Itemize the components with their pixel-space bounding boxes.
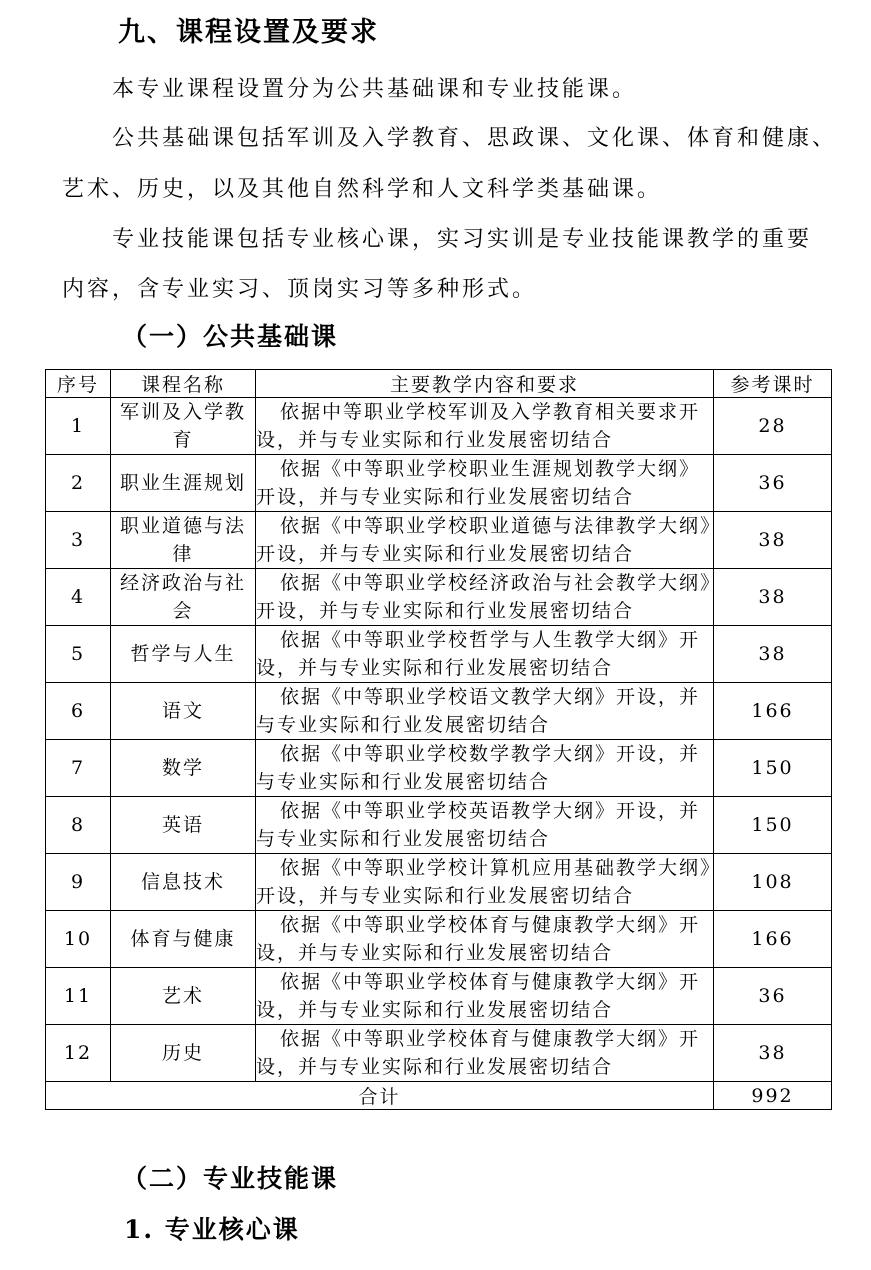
table-row <box>46 797 832 854</box>
cell-course-name: 艺术 <box>111 968 256 1025</box>
subsection-core-courses: 1. 专业核心课 <box>124 1215 300 1244</box>
section-public-basic: （一）公共基础课 <box>122 322 339 351</box>
table-row <box>46 1025 832 1082</box>
cell-content: 依据《中等职业学校经济政治与社会教学大纲》开设，并与专业实际和行业发展密切结合 <box>256 569 714 626</box>
table-row <box>46 911 832 968</box>
cell-hours: 38 <box>714 1025 832 1082</box>
cell-number: 6 <box>46 683 111 740</box>
table-row <box>46 512 832 569</box>
cell-number: 9 <box>46 854 111 911</box>
total-label: 合计 <box>46 1082 714 1110</box>
paragraph-skills-line1: 专业技能课包括专业核心课，实习实训是专业技能课教学的重要 <box>112 227 813 252</box>
cell-number: 10 <box>46 911 111 968</box>
cell-number: 4 <box>46 569 111 626</box>
cell-number: 1 <box>46 398 111 455</box>
header-hours: 参考课时 <box>714 370 832 398</box>
cell-number: 2 <box>46 455 111 512</box>
cell-course-name: 职业生涯规划 <box>111 455 256 512</box>
cell-course-name: 语文 <box>111 683 256 740</box>
cell-number: 11 <box>46 968 111 1025</box>
cell-hours: 28 <box>714 398 832 455</box>
page-heading: 九、课程设置及要求 <box>118 17 379 48</box>
cell-course-name: 历史 <box>111 1025 256 1082</box>
cell-number: 3 <box>46 512 111 569</box>
public-course-table <box>45 369 832 1110</box>
cell-course-name: 军训及入学教育 <box>111 398 256 455</box>
table-row <box>46 455 832 512</box>
cell-content: 依据《中等职业学校职业生涯规划教学大纲》开设，并与专业实际和行业发展密切结合 <box>256 455 714 512</box>
cell-hours: 38 <box>714 512 832 569</box>
cell-hours: 36 <box>714 968 832 1025</box>
paragraph-skills-line2: 内容，含专业实习、顶岗实习等多种形式。 <box>62 277 538 302</box>
paragraph-public-line1: 公共基础课包括军训及入学教育、思政课、文化课、体育和健康、 <box>112 126 838 151</box>
cell-content: 依据《中等职业学校体育与健康教学大纲》开设，并与专业实际和行业发展密切结合 <box>256 911 714 968</box>
cell-hours: 150 <box>714 740 832 797</box>
cell-hours: 108 <box>714 854 832 911</box>
cell-content: 依据《中等职业学校英语教学大纲》开设，并与专业实际和行业发展密切结合 <box>256 797 714 854</box>
table-row <box>46 398 832 455</box>
cell-course-name: 职业道德与法律 <box>111 512 256 569</box>
header-content: 主要教学内容和要求 <box>256 370 714 398</box>
table-row <box>46 683 832 740</box>
cell-hours: 150 <box>714 797 832 854</box>
cell-number: 7 <box>46 740 111 797</box>
table-header-row <box>46 370 832 398</box>
cell-content: 依据《中等职业学校职业道德与法律教学大纲》开设，并与专业实际和行业发展密切结合 <box>256 512 714 569</box>
cell-course-name: 体育与健康 <box>111 911 256 968</box>
cell-number: 8 <box>46 797 111 854</box>
cell-course-name: 经济政治与社会 <box>111 569 256 626</box>
cell-content: 依据《中等职业学校体育与健康教学大纲》开设，并与专业实际和行业发展密切结合 <box>256 968 714 1025</box>
cell-hours: 38 <box>714 626 832 683</box>
cell-number: 12 <box>46 1025 111 1082</box>
cell-course-name: 数学 <box>111 740 256 797</box>
table-total-row <box>46 1082 832 1110</box>
cell-number: 5 <box>46 626 111 683</box>
table-row <box>46 569 832 626</box>
cell-hours: 166 <box>714 911 832 968</box>
cell-course-name: 哲学与人生 <box>111 626 256 683</box>
cell-course-name: 英语 <box>111 797 256 854</box>
header-course-name: 课程名称 <box>111 370 256 398</box>
table-row <box>46 968 832 1025</box>
total-hours: 992 <box>714 1082 832 1110</box>
cell-course-name: 信息技术 <box>111 854 256 911</box>
table-row <box>46 740 832 797</box>
paragraph-intro: 本专业课程设置分为公共基础课和专业技能课。 <box>112 77 638 102</box>
section-professional-skills: （二）专业技能课 <box>122 1164 339 1193</box>
cell-content: 依据《中等职业学校数学教学大纲》开设，并与专业实际和行业发展密切结合 <box>256 740 714 797</box>
cell-hours: 36 <box>714 455 832 512</box>
cell-content: 依据中等职业学校军训及入学教育相关要求开设，并与专业实际和行业发展密切结合 <box>256 398 714 455</box>
cell-content: 依据《中等职业学校计算机应用基础教学大纲》开设，并与专业实际和行业发展密切结合 <box>256 854 714 911</box>
table-row <box>46 854 832 911</box>
paragraph-public-line2: 艺术、历史，以及其他自然科学和人文科学类基础课。 <box>62 177 663 202</box>
table-row <box>46 626 832 683</box>
cell-hours: 38 <box>714 569 832 626</box>
cell-hours: 166 <box>714 683 832 740</box>
cell-content: 依据《中等职业学校哲学与人生教学大纲》开设，并与专业实际和行业发展密切结合 <box>256 626 714 683</box>
cell-content: 依据《中等职业学校体育与健康教学大纲》开设，并与专业实际和行业发展密切结合 <box>256 1025 714 1082</box>
cell-content: 依据《中等职业学校语文教学大纲》开设，并与专业实际和行业发展密切结合 <box>256 683 714 740</box>
header-number: 序号 <box>46 370 111 398</box>
